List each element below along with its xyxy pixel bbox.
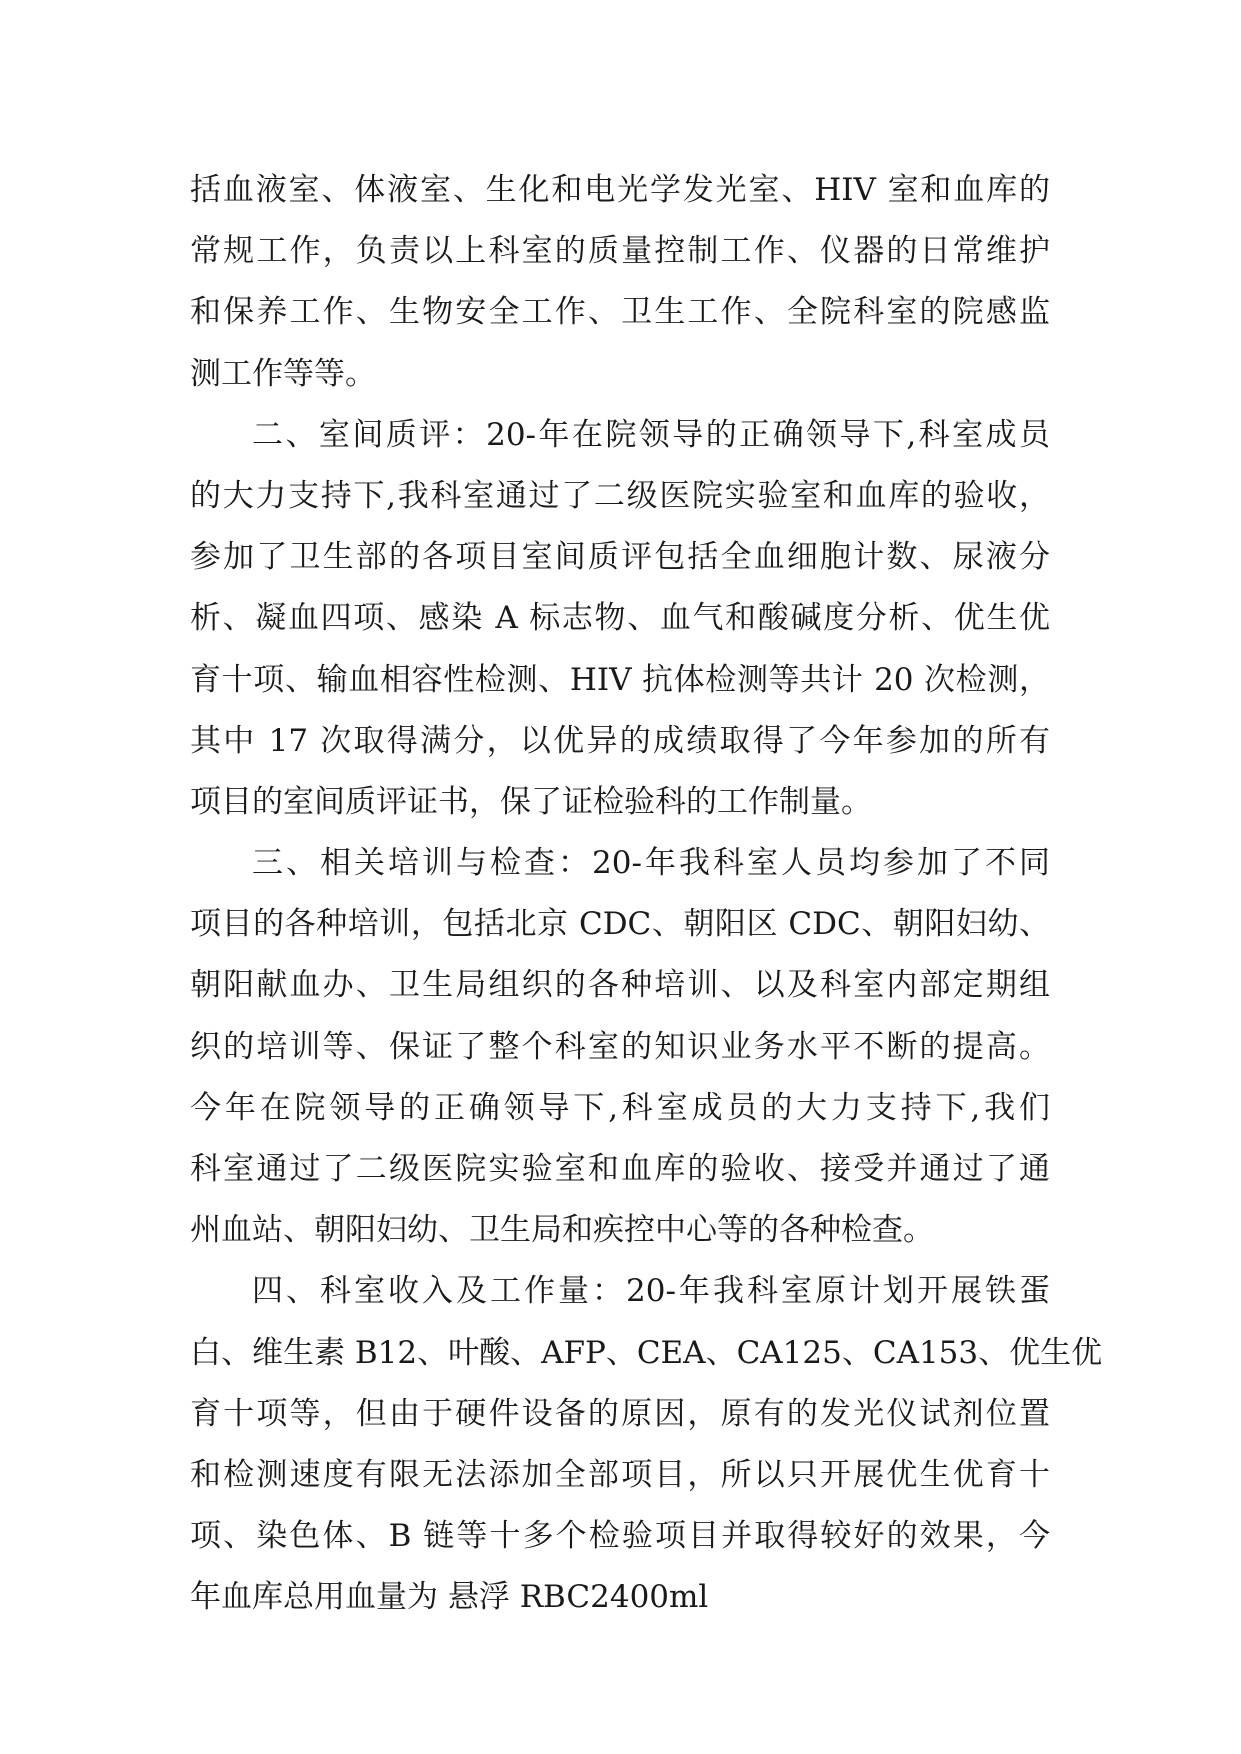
text-line: 织的培训等、保证了整个科室的知识业务水平不断的提高。 — [190, 1028, 1050, 1065]
text-line: 年血库总用血量为 悬浮 RBC2400ml — [190, 1579, 709, 1616]
text-line: 四、科室收入及工作量：20-年我科室原计划开展铁蛋 — [252, 1273, 1050, 1310]
text-line: 科室通过了二级医院实验室和血库的验收、接受并通过了通 — [190, 1151, 1050, 1187]
text-line: 朝阳献血办、卫生局组织的各种培训、以及科室内部定期组 — [190, 967, 1050, 1004]
text-line: 和保养工作、生物安全工作、卫生工作、全院科室的院感监 — [190, 294, 1050, 331]
text-line: 测工作等等。 — [190, 355, 376, 392]
text-line: 三、相关培训与检查：20-年我科室人员均参加了不同 — [252, 845, 1050, 882]
text-line: 括血液室、体液室、生化和电光学发光室、HIV 室和血库的 — [190, 172, 1050, 208]
text-line: 常规工作，负责以上科室的质量控制工作、仪器的日常维护 — [190, 233, 1050, 270]
text-line: 项目的室间质评证书，保了证检验科的工作制量。 — [190, 783, 872, 820]
text-line: 的大力支持下,我科室通过了二级医院实验室和血库的验收， — [190, 477, 1050, 514]
text-line: 育十项、输血相容性检测、HIV 抗体检测等共计 20 次检测， — [190, 661, 1050, 698]
text-line: 白、维生素 B12、叶酸、AFP、CEA、CA125、CA153、优生优 — [190, 1334, 1103, 1371]
text-line: 项目的各种培训，包括北京 CDC、朝阳区 CDC、朝阳妇幼、 — [190, 906, 1050, 943]
text-line: 析、凝血四项、感染 A 标志物、血气和酸碱度分析、优生优 — [190, 600, 1050, 637]
text-line: 二、室间质评：20-年在院领导的正确领导下,科室成员 — [252, 416, 1050, 453]
text-line: 州血站、朝阳妇幼、卫生局和疾控中心等的各种检查。 — [190, 1212, 934, 1249]
body-text — [190, 160, 1103, 1629]
text-line: 今年在院领导的正确领导下,科室成员的大力支持下,我们 — [190, 1089, 1050, 1126]
text-line: 其中 17 次取得满分，以优异的成绩取得了今年参加的所有 — [190, 722, 1050, 759]
text-line: 参加了卫生部的各项目室间质评包括全血细胞计数、尿液分 — [190, 539, 1050, 576]
text-line: 育十项等，但由于硬件设备的原因，原有的发光仪试剂位置 — [190, 1395, 1050, 1432]
text-line: 项、染色体、B 链等十多个检验项目并取得较好的效果，今 — [190, 1518, 1050, 1555]
text-line: 和检测速度有限无法添加全部项目，所以只开展优生优育十 — [190, 1456, 1050, 1493]
